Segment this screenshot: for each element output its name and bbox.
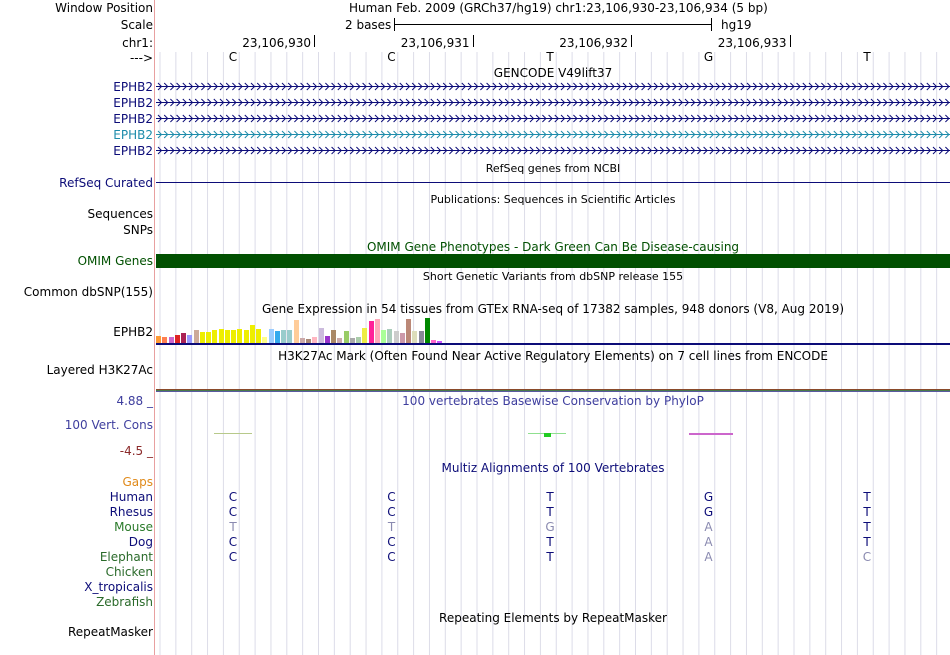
- multiz-track-title: Multiz Alignments of 100 Vertebrates: [441, 461, 665, 475]
- window-position-value: Human Feb. 2009 (GRCh37/hg19) chr1:23,106,930-23,106,934 (5 bp): [349, 1, 768, 15]
- gtex-gene-line: [156, 343, 950, 345]
- multiz-base: T: [546, 535, 554, 549]
- repeatmasker-track-title: Repeating Elements by RepeatMasker: [439, 611, 667, 625]
- window-position-label: Window Position: [55, 1, 153, 15]
- gtex-tissue-bar[interactable]: [181, 333, 186, 343]
- scale-bar-left-cap: [394, 18, 395, 31]
- chrom-label: chr1:: [122, 36, 153, 50]
- gtex-tissue-bar[interactable]: [412, 331, 417, 343]
- gencode-transcript-bar[interactable]: [156, 82, 950, 91]
- multiz-species-label[interactable]: Rhesus: [109, 505, 153, 519]
- conservation-track-title: 100 vertebrates Basewise Conservation by PhyloP: [402, 394, 704, 408]
- scale-label: Scale: [120, 18, 153, 32]
- gtex-tissue-bar[interactable]: [231, 330, 236, 343]
- gencode-transcript-label[interactable]: EPHB2: [113, 128, 153, 142]
- gtex-tissue-bar[interactable]: [344, 331, 349, 343]
- ruler-tick-mark: [790, 35, 791, 47]
- reference-base: T: [546, 50, 554, 64]
- gencode-transcript-bar[interactable]: [156, 114, 950, 123]
- h3k27ac-track-title: H3K27Ac Mark (Often Found Near Active Regulatory Elements) on 7 cell lines from ENCODE: [278, 349, 828, 363]
- dbsnp-track-title: Short Genetic Variants from dbSNP release 155: [422, 270, 684, 283]
- gtex-tissue-bar[interactable]: [156, 336, 161, 343]
- gtex-tissue-bar[interactable]: [219, 329, 224, 343]
- gtex-tissue-bar[interactable]: [425, 318, 430, 343]
- gtex-tissue-bar[interactable]: [319, 328, 324, 343]
- ruler-tick-label: 23,106,932: [559, 36, 628, 50]
- gtex-track-title: Gene Expression in 54 tissues from GTEx RNA-seq of 17382 samples, 948 donors (V8, Aug 2019): [261, 302, 845, 316]
- multiz-base: A: [704, 520, 713, 534]
- gtex-tissue-bar[interactable]: [269, 329, 274, 343]
- ruler-tick-mark: [473, 35, 474, 47]
- refseq-track-title: RefSeq genes from NCBI: [485, 162, 621, 175]
- gtex-tissue-bar[interactable]: [187, 335, 192, 343]
- multiz-species-label[interactable]: Zebrafish: [96, 595, 153, 609]
- scale-bar-right-cap: [711, 18, 712, 31]
- h3k27ac-signal-line-3: [156, 391, 950, 392]
- gencode-transcript-bar[interactable]: [156, 130, 950, 139]
- gtex-tissue-bar[interactable]: [256, 329, 261, 343]
- omim-gene-bar[interactable]: [156, 254, 950, 268]
- multiz-base: T: [863, 490, 871, 504]
- multiz-base: C: [862, 550, 872, 564]
- multiz-base: T: [863, 520, 871, 534]
- conservation-signal-3: [689, 433, 733, 435]
- multiz-base: G: [703, 490, 714, 504]
- multiz-base: G: [703, 505, 714, 519]
- multiz-base: T: [546, 490, 554, 504]
- multiz-base: A: [704, 550, 713, 564]
- gtex-tissue-bar[interactable]: [237, 329, 242, 343]
- gtex-tissue-bar[interactable]: [200, 332, 205, 343]
- gtex-tissue-bar[interactable]: [406, 319, 411, 343]
- multiz-base: C: [228, 505, 238, 519]
- reference-base: G: [703, 50, 714, 64]
- multiz-base: G: [545, 520, 555, 534]
- conservation-peak: [544, 433, 551, 437]
- multiz-base: C: [228, 535, 238, 549]
- gtex-tissue-bar[interactable]: [294, 320, 299, 343]
- gtex-tissue-bar[interactable]: [419, 331, 424, 343]
- gtex-tissue-bar[interactable]: [281, 330, 286, 343]
- gtex-track-label[interactable]: EPHB2: [113, 325, 153, 339]
- label-column-divider: [154, 0, 155, 655]
- conservation-signal-1: [214, 433, 252, 434]
- ruler-tick-label: 23,106,933: [717, 36, 787, 50]
- multiz-base: T: [863, 505, 871, 519]
- gtex-tissue-bar[interactable]: [225, 330, 230, 343]
- gencode-transcript-label[interactable]: EPHB2: [113, 144, 153, 158]
- gtex-tissue-bar[interactable]: [362, 328, 367, 343]
- refseq-gene-line[interactable]: [156, 182, 950, 183]
- ruler-tick-mark: [631, 35, 632, 47]
- publications-snps-label[interactable]: SNPs: [123, 223, 153, 237]
- gtex-tissue-bar[interactable]: [175, 335, 180, 343]
- dbsnp-track-label[interactable]: Common dbSNP(155): [23, 285, 153, 299]
- multiz-base: C: [387, 490, 396, 504]
- gtex-tissue-bar[interactable]: [369, 321, 374, 343]
- multiz-species-label[interactable]: Human: [109, 490, 153, 504]
- assembly-label: hg19: [721, 18, 752, 32]
- multiz-species-label[interactable]: X_tropicalis: [84, 580, 153, 594]
- gtex-tissue-bar[interactable]: [250, 325, 255, 343]
- multiz-base: T: [546, 505, 554, 519]
- gencode-track-title: GENCODE V49lift37: [493, 66, 613, 80]
- h3k27ac-track-label[interactable]: Layered H3K27Ac: [46, 363, 153, 377]
- gtex-tissue-bar[interactable]: [387, 329, 392, 343]
- gtex-tissue-bar[interactable]: [400, 333, 405, 343]
- multiz-base: C: [387, 535, 396, 549]
- gtex-tissue-bar[interactable]: [394, 331, 399, 343]
- reference-base: C: [228, 50, 238, 64]
- reference-base: T: [863, 50, 871, 64]
- multiz-species-label[interactable]: Elephant: [99, 550, 153, 564]
- gtex-tissue-bar[interactable]: [275, 331, 280, 343]
- multiz-base: C: [387, 505, 396, 519]
- gencode-transcript-bar[interactable]: [156, 98, 950, 107]
- omim-track-title: OMIM Gene Phenotypes - Dark Green Can Be Disease-causing: [366, 240, 740, 254]
- gtex-tissue-bar[interactable]: [206, 332, 211, 343]
- gtex-tissue-bar[interactable]: [331, 330, 336, 343]
- scale-bar: [394, 24, 712, 25]
- multiz-base: C: [387, 550, 396, 564]
- multiz-species-label[interactable]: Mouse: [114, 520, 153, 534]
- gencode-transcript-label[interactable]: EPHB2: [113, 80, 153, 94]
- ruler-tick-label: 23,106,931: [400, 36, 470, 50]
- multiz-base: T: [229, 520, 237, 534]
- refseq-track-label[interactable]: RefSeq Curated: [59, 176, 153, 190]
- gtex-tissue-bar[interactable]: [381, 330, 386, 343]
- conservation-max-label: 4.88 _: [116, 394, 153, 408]
- repeatmasker-track-label[interactable]: RepeatMasker: [67, 625, 153, 639]
- multiz-base: T: [546, 550, 554, 564]
- gencode-transcript-bar[interactable]: [156, 146, 950, 155]
- gtex-tissue-bar[interactable]: [287, 330, 292, 343]
- multiz-base: C: [228, 550, 238, 564]
- reference-base: C: [387, 50, 396, 64]
- gtex-tissue-bar[interactable]: [194, 330, 199, 343]
- gencode-transcript-label[interactable]: EPHB2: [113, 112, 153, 126]
- multiz-species-label[interactable]: Chicken: [105, 565, 153, 579]
- multiz-base: A: [704, 535, 713, 549]
- ruler-tick-mark: [314, 35, 315, 47]
- omim-track-label[interactable]: OMIM Genes: [77, 254, 153, 268]
- gtex-tissue-bar[interactable]: [212, 330, 217, 343]
- conservation-min-label: -4.5 _: [119, 444, 153, 458]
- multiz-gaps-label[interactable]: Gaps: [122, 475, 153, 489]
- publications-sequences-label[interactable]: Sequences: [87, 207, 153, 221]
- gtex-tissue-bar[interactable]: [375, 319, 380, 343]
- publications-track-title: Publications: Sequences in Scientific Articles: [430, 193, 676, 206]
- ruler-tick-label: 23,106,930: [242, 36, 311, 50]
- multiz-base: T: [387, 520, 396, 534]
- strand-label: --->: [129, 51, 153, 65]
- multiz-base: T: [863, 535, 871, 549]
- conservation-track-label[interactable]: 100 Vert. Cons: [64, 418, 153, 432]
- gtex-tissue-bar[interactable]: [325, 336, 330, 343]
- multiz-species-label[interactable]: Dog: [128, 535, 153, 549]
- scale-value: 2 bases: [345, 18, 392, 32]
- gtex-tissue-bar[interactable]: [244, 330, 249, 343]
- gencode-transcript-label[interactable]: EPHB2: [113, 96, 153, 110]
- multiz-base: C: [228, 490, 238, 504]
